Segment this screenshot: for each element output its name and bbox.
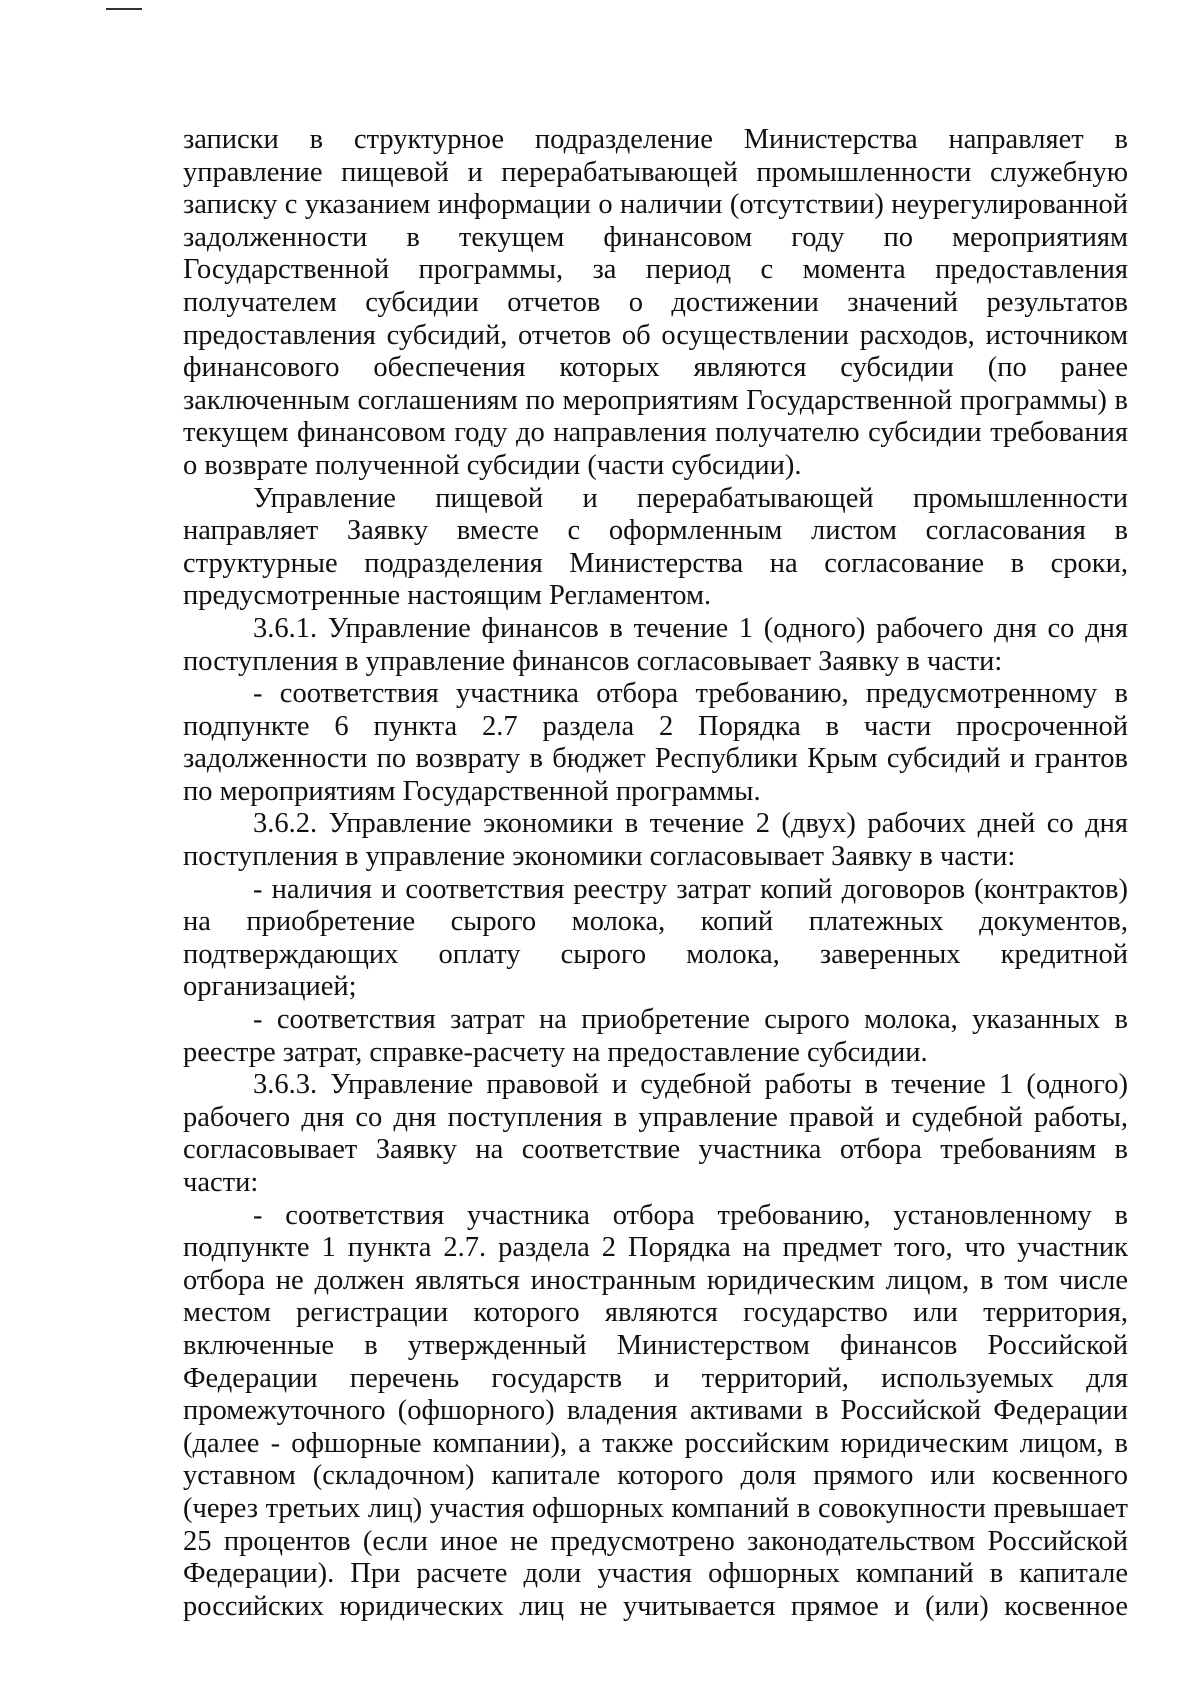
paragraph: 3.6.1. Управление финансов в течение 1 (одного) рабочего дня со дня поступления в управление финансов согласовывает Заявку в части: (183, 612, 1128, 677)
paragraph: 3.6.2. Управление экономики в течение 2 (двух) рабочих дней со дня поступления в управление экономики согласовывает Заявку в части: (183, 808, 1128, 873)
list-item: - соответствия участника отбора требованию, установленному в подпункте 1 пункта 2.7. раздела 2 Порядка на предмет того, что участник отбора не должен являться иностранным юридическим лицом, в том числе местом регистрации которого являются государство или территория, включенные в утвержденный Министерством финансов Российской Федерации перечень государств и территорий, используемых для промежуточного (офшорного) владения активами в Российской Федерации (далее - офшорные компании), а также российским юридическим лицом, в уставном (складочном) капитале которого доля прямого или косвенного (через третьих лиц) участия офшорных компаний в совокупности превышает 25 процентов (если иное не предусмотрено законодательством Российской Федерации). При расчете доли участия офшорных компаний в капитале российских юридических лиц не учитывается прямое и (или) косвенное (183, 1199, 1128, 1622)
list-item: - соответствия затрат на приобретение сырого молока, указанных в реестре затрат, справке-расчету на предоставление субсидии. (183, 1004, 1128, 1068)
list-item: - наличия и соответствия реестру затрат копий договоров (контрактов) на приобретение сырого молока, копий платежных документов, подтверждающих оплату сырого молока, заверенных кредитной организацией; (183, 873, 1128, 1003)
page-text (183, 124, 1128, 1623)
paragraph: записки в структурное подразделение Министерства направляет в управление пищевой и перерабатывающей промышленности служебную записку с указанием информации о наличии (отсутствии) неурегулированной задолженности в текущем финансовом году по мероприятиям Государственной программы, за период с момента предоставления получателем субсидии отчетов о достижении значений результатов предоставления субсидий, отчетов об осуществлении расходов, источником финансового обеспечения которых являются субсидии (по ранее заключенным соглашениям по мероприятиям Государственной программы) в текущем финансовом году до направления получателю субсидии требования о возврате полученной субсидии (части субсидии). (183, 124, 1129, 481)
paragraph: Управление пищевой и перерабатывающей промышленности направляет Заявку вместе с оформленным листом согласования в структурные подразделения Министерства на согласование в сроки, предусмотренные настоящим Регламентом. (183, 482, 1128, 612)
paragraph: 3.6.3. Управление правовой и судебной работы в течение 1 (одного) рабочего дня со дня поступления в управление правой и судебной работы, согласовывает Заявку на соответствие участника отбора требованиям в части: (183, 1069, 1128, 1198)
list-item: - соответствия участника отбора требованию, предусмотренному в подпункте 6 пункта 2.7 раздела 2 Порядка в части просроченной задолженности по возврату в бюджет Республики Крым субсидий и грантов по мероприятиям Государственной программы. (183, 678, 1128, 807)
scan-mark (106, 8, 142, 10)
